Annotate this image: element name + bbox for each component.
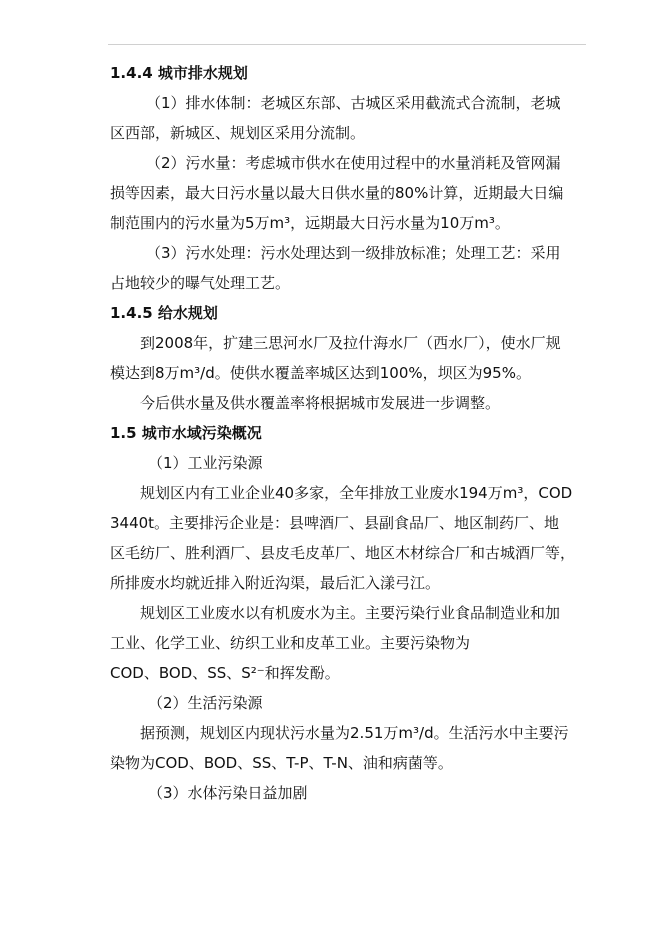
paragraph-industrial-enterprises: 规划区内有工业企业40多家，全年排放工业废水194万m³，COD 3440t。主要排污企业是：县啤酒厂、县副食品厂、地区制药厂、地 区毛纺厂、胜利酒厂、县皮毛皮革厂、地区木材综合厂和古城酒厂等， 所排废水均就近排入附近沟渠，最后汇入漾弓江。 — [110, 484, 576, 592]
header-rule — [108, 44, 586, 45]
paragraph-sewage-volume: （2）污水量：考虑城市供水在使用过程中的水量消耗及管网漏 损等因素，最大日污水量以最大日供水量的80%计算，近期最大日编 制范围内的污水量为5万m³，远期最大日污水量为10万m³。 — [110, 154, 564, 232]
document-body — [110, 58, 580, 808]
paragraph-future-adjustment: 今后供水量及供水覆盖率将根据城市发展进一步调整。 — [140, 394, 501, 412]
subheading-water-pollution: （3）水体污染日益加剧 — [148, 784, 308, 802]
paragraph-domestic-sewage: 据预测，规划区内现状污水量为2.51万m³/d。生活污水中主要污 染物为COD、BOD、SS、T-P、T-N、油和病菌等。 — [110, 724, 569, 772]
heading-1-4-4: 1.4.4 城市排水规划 — [110, 64, 248, 82]
paragraph-industrial-wastewater: 规划区工业废水以有机废水为主。主要污染行业食品制造业和加 工业、化学工业、纺织工业和皮革工业。主要污染物为 COD、BOD、SS、S²⁻和挥发酚。 — [110, 604, 561, 682]
heading-1-5: 1.5 城市水域污染概况 — [110, 424, 262, 442]
paragraph-drainage-system: （1）排水体制：老城区东部、古城区采用截流式合流制，老城 区西部，新城区、规划区采用分流制。 — [110, 94, 561, 142]
paragraph-sewage-treatment: （3）污水处理：污水处理达到一级排放标准；处理工艺：采用 占地较少的曝气处理工艺。 — [110, 244, 561, 292]
heading-1-4-5: 1.4.5 给水规划 — [110, 304, 218, 322]
subheading-domestic-pollution: （2）生活污染源 — [148, 694, 263, 712]
paragraph-water-supply: 到2008年，扩建三思河水厂及拉什海水厂（西水厂），使水厂规 模达到8万m³/d。使供水覆盖率城区达到100%，坝区为95%。 — [110, 334, 561, 382]
subheading-industrial-pollution: （1）工业污染源 — [148, 454, 263, 472]
